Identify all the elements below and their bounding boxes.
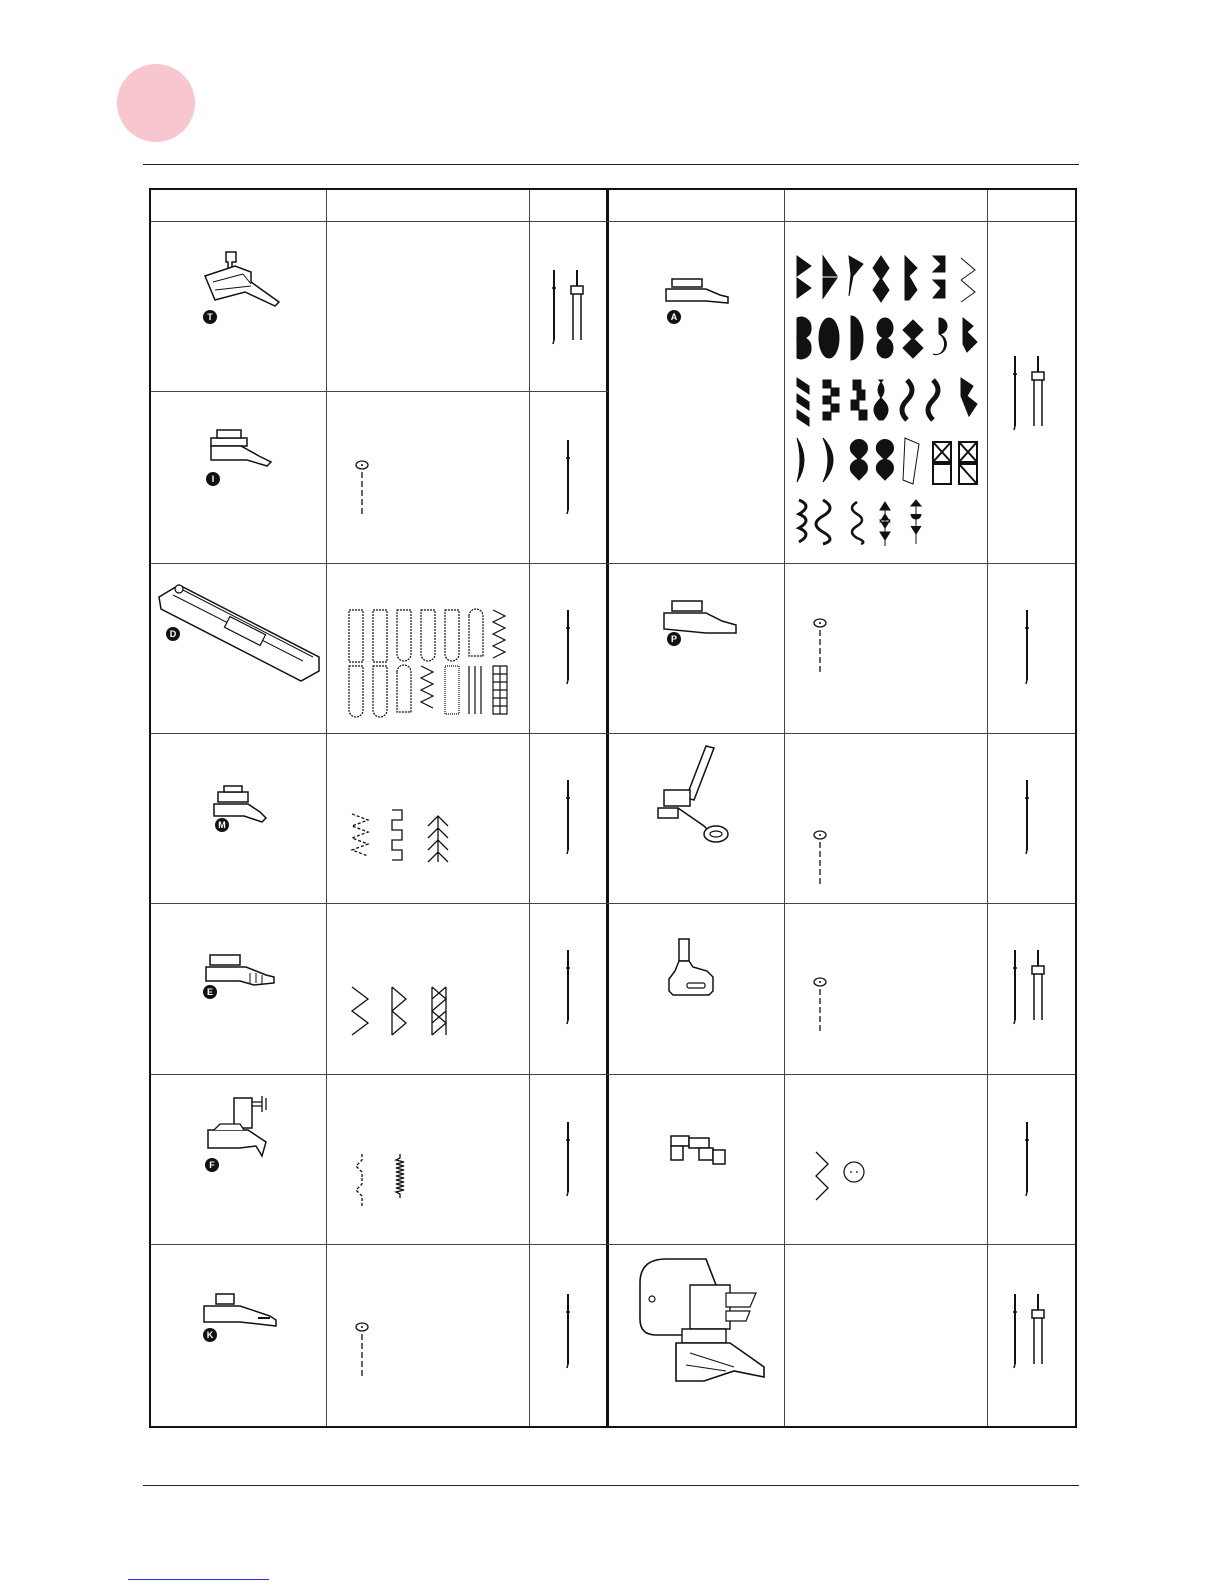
header-rule bbox=[143, 164, 1079, 165]
foot-letter-badge: M bbox=[215, 818, 229, 832]
foot-letter-badge: E bbox=[203, 985, 217, 999]
footer-rule bbox=[143, 1485, 1079, 1486]
single-needle-icon bbox=[562, 1292, 574, 1375]
straight-stitch-icon bbox=[812, 618, 828, 679]
straight-stitch-icon bbox=[354, 1322, 370, 1383]
overcast-stitches-icon bbox=[348, 808, 458, 869]
foot-letter-badge: I bbox=[206, 472, 220, 486]
foot-letter-badge: P bbox=[667, 632, 681, 646]
foot-letter-badge: F bbox=[205, 1158, 219, 1172]
single-needle-icon bbox=[562, 608, 574, 691]
straight-stitch-icon bbox=[812, 977, 828, 1038]
single-and-twin-needle-icon bbox=[1008, 948, 1048, 1031]
foot-letter-badge: A bbox=[667, 310, 681, 324]
darning-foot-icon bbox=[650, 742, 740, 852]
single-needle-icon bbox=[1021, 608, 1033, 691]
straight-stitch-foot-icon bbox=[203, 428, 283, 478]
single-needle-icon bbox=[562, 438, 574, 521]
chapter-circle-mark bbox=[117, 64, 195, 142]
foot-letter-badge: D bbox=[166, 627, 180, 641]
satin-stitch-foot-icon bbox=[662, 275, 732, 315]
single-needle-icon bbox=[1021, 1120, 1033, 1203]
single-and-twin-needle-icon bbox=[1008, 354, 1048, 437]
single-and-twin-needle-icon bbox=[547, 268, 587, 351]
footer-link-underline[interactable] bbox=[128, 1579, 269, 1580]
foot-letter-badge: T bbox=[203, 310, 217, 324]
straight-stitch-icon bbox=[354, 460, 370, 521]
single-needle-icon bbox=[562, 948, 574, 1031]
button-zigzag-icon bbox=[812, 1150, 872, 1207]
straight-stitch-icon bbox=[812, 830, 828, 891]
blind-hem-foot-icon bbox=[200, 1088, 280, 1168]
buttonhole-foot-icon bbox=[155, 575, 335, 695]
single-and-twin-needle-icon bbox=[1008, 1292, 1048, 1375]
overedge-stitches-icon bbox=[350, 985, 460, 1042]
satin-decorative-stitches-icon bbox=[793, 252, 983, 557]
buttonhole-stitches-icon bbox=[345, 608, 515, 725]
cording-foot-icon bbox=[665, 935, 725, 1005]
button-sewing-foot-icon bbox=[665, 1130, 735, 1170]
blind-hem-stitches-icon bbox=[352, 1152, 422, 1213]
single-needle-icon bbox=[562, 778, 574, 861]
single-needle-icon bbox=[562, 1120, 574, 1203]
walking-foot-icon bbox=[630, 1253, 770, 1403]
single-needle-icon bbox=[1021, 778, 1033, 861]
foot-letter-badge: K bbox=[203, 1328, 217, 1342]
